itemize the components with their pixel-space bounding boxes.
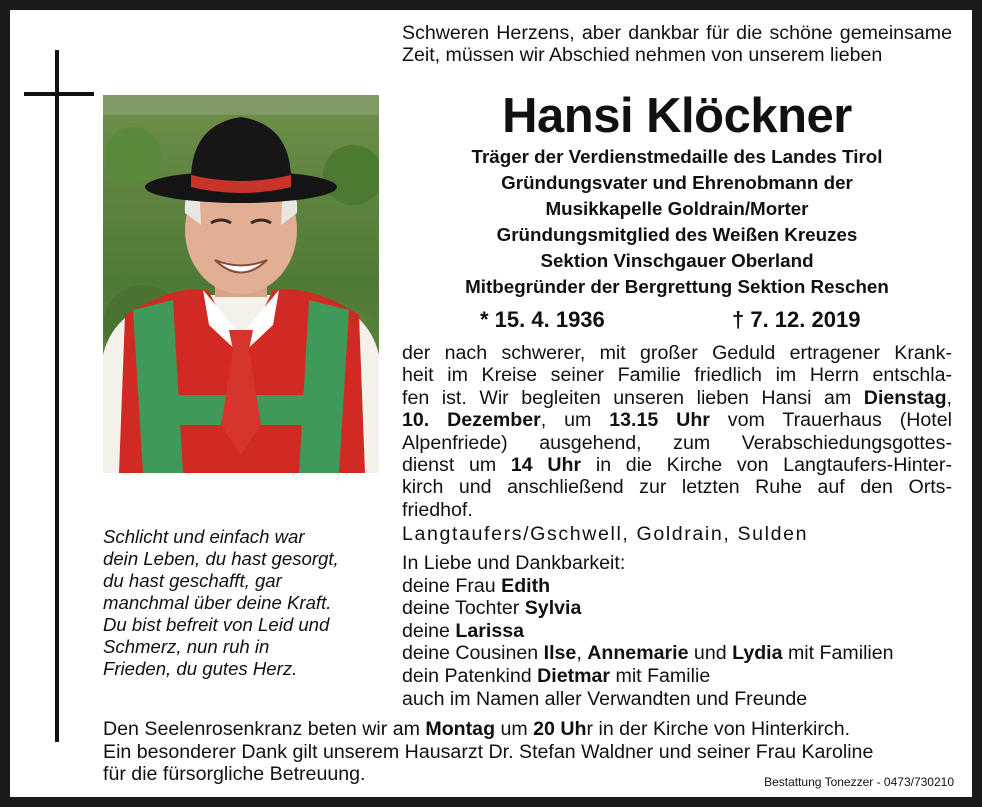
body-line: heit im Kreise seiner Familie friedlich im Herrn entschla- (402, 364, 952, 387)
mourner-name: Annemarie (587, 642, 689, 665)
separator: , (576, 642, 588, 665)
mourner-relation: deine Cousinen (402, 642, 544, 665)
body-line (402, 409, 952, 431)
service-time: 14 Uhr (510, 454, 582, 477)
honors-list (402, 144, 952, 300)
intro-text: Schweren Herzens, aber dankbar für die schöne gemeinsame Zeit, müssen wir Abschied nehmen von unserem lieben (402, 22, 952, 66)
body-segment: vom Trauerhaus (Hotel (709, 409, 952, 432)
mourner-name: Edith (501, 574, 551, 597)
mourner-line: auch im Namen aller Verwandten und Freunde (402, 687, 808, 710)
birth-date: * 15. 4. 1936 (480, 307, 605, 332)
separator: und (688, 642, 733, 665)
body-line: kirch und anschließend zur letzten Ruhe auf den Orts- (402, 476, 952, 499)
honor-line: Sektion Vinschgauer Oberland (540, 250, 814, 271)
poem-line: Frieden, du gutes Herz. (103, 658, 298, 679)
thanks-line: für die fürsorgliche Betreuung. (103, 763, 366, 786)
honor-line: Mitbegründer der Bergrettung Sektion Reschen (465, 276, 889, 297)
body-segment: , um (540, 409, 610, 432)
poem-line: dein Leben, du hast gesorgt, (103, 548, 339, 569)
honor-line: Gründungsmitglied des Weißen Kreuzes (496, 224, 858, 245)
mourner-suffix: mit Familie (610, 664, 711, 687)
mourner-name: Dietmar (537, 664, 611, 687)
footer-segment: r in der Kirche von Hinterkirch. (586, 718, 851, 740)
body-line: friedhof. (402, 498, 473, 521)
body-line: Alpenfriede) ausgehend, zum Verabschiedungsgottes- (402, 431, 952, 454)
body-line (402, 454, 952, 476)
mourner-suffix: mit Familien (782, 642, 894, 665)
poem-line: Du bist befreit von Leid und (103, 614, 330, 635)
honor-line: Gründungsvater und Ehrenobmann der (501, 172, 853, 193)
body-line: fen ist. Wir begleiten unseren lieben Hansi am Dienstag, (402, 386, 952, 409)
mourner-relation: deine Frau (402, 574, 502, 597)
funeral-day: Dienstag (863, 386, 947, 409)
thanks-line: Ein besonderer Dank gilt unserem Hausarzt Dr. Stefan Waldner und seiner Frau Karoline (103, 740, 874, 763)
mourner-relation: deine Tochter (402, 597, 525, 620)
poem-line: Schlicht und einfach war (103, 526, 305, 547)
death-date: † 7. 12. 2019 (732, 307, 861, 332)
cross-icon (55, 50, 59, 742)
mourner-line (402, 642, 962, 665)
mourners-list (402, 552, 962, 710)
places: Langtaufers/Gschwell, Goldrain, Sulden (402, 523, 809, 545)
mourner-name: Ilse (543, 642, 577, 665)
mourner-line (402, 665, 962, 688)
funeral-date: 10. Dezember (402, 409, 541, 432)
poem-line: Schmerz, nun ruh in (103, 636, 270, 657)
mourner-line (402, 620, 962, 643)
footer-segment: Den Seelenrosenkranz beten wir am (103, 718, 426, 740)
body-segment: fen ist. Wir begleiten unseren lieben Hansi am (402, 386, 864, 409)
body-line: der nach schwerer, mit großer Geduld ertragener Krank- (402, 342, 952, 364)
mourner-relation: deine (402, 619, 456, 642)
rosary-line (103, 718, 963, 741)
poem-line: du hast geschafft, gar (103, 570, 282, 591)
mourner-name: Lydia (732, 642, 783, 665)
honor-line: Musikkapelle Goldrain/Morter (545, 198, 809, 219)
mourner-line (402, 597, 962, 620)
mourner-line (402, 575, 962, 598)
mourner-relation: dein Patenkind (402, 664, 538, 687)
body-segment: in die Kirche von Langtaufers-Hinter- (581, 454, 952, 477)
honor-line: Träger der Verdienstmedaille des Landes Tirol (471, 146, 883, 167)
mourner-name: Sylvia (524, 597, 582, 620)
footer-segment: um (495, 718, 534, 740)
funeral-time: 13.15 Uhr (609, 409, 710, 432)
intro-block (402, 22, 952, 66)
mourners-heading: In Liebe und Dankbarkeit: (402, 552, 626, 574)
rosary-day: Montag (425, 718, 496, 740)
portrait-photo (103, 95, 379, 473)
cross-icon-bar (24, 92, 94, 96)
poem (103, 526, 393, 680)
poem-line: manchmal über deine Kraft. (103, 592, 332, 613)
body-segment: dienst um (402, 454, 511, 477)
deceased-name: Hansi Klöckner (502, 89, 852, 143)
rosary-time: 20 Uh (533, 718, 587, 740)
undertaker-credit: Bestattung Tonezzer - 0473/730210 (764, 775, 954, 789)
mourner-name: Larissa (455, 619, 525, 642)
funeral-details (402, 342, 952, 521)
